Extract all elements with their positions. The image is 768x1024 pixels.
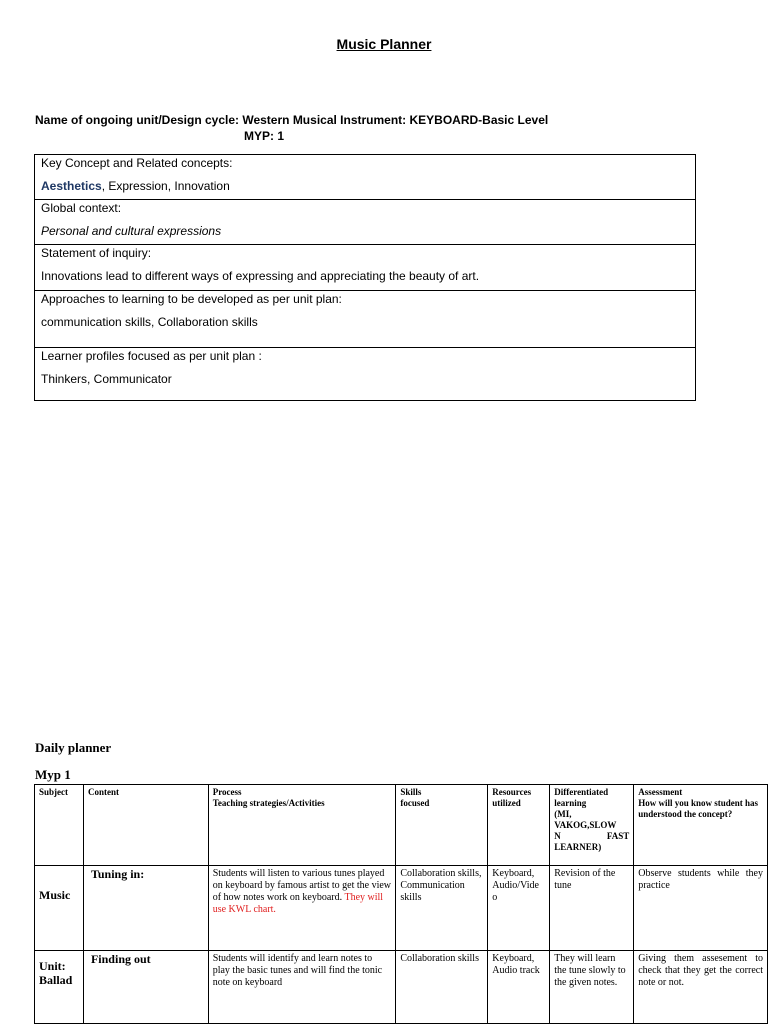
atl-cell <box>35 291 696 348</box>
header-diff-line4: VAKOG,SLOW <box>554 820 617 830</box>
header-subject: Subject <box>35 785 84 866</box>
myp-1-heading: Myp 1 <box>35 767 71 782</box>
table-row <box>35 951 768 1024</box>
header-process-line2: Teaching strategies/Activities <box>212 798 325 808</box>
header-resources <box>488 785 550 866</box>
header-process <box>208 785 396 866</box>
row2-differentiated: They will learn the tune slowly to the given notes. <box>550 951 634 1024</box>
learner-profile-label: Learner profiles focused as per unit plan : <box>41 349 262 363</box>
unit-summary-table <box>34 154 696 401</box>
global-context-row <box>35 200 696 245</box>
header-diff-line6: LEARNER) <box>554 842 602 852</box>
key-concept-cell <box>35 155 696 200</box>
header-assessment-line1: Assessment <box>638 787 683 797</box>
header-diff-line2: learning <box>554 798 587 808</box>
header-diff-line1: Differentiated <box>554 787 609 797</box>
inquiry-row <box>35 245 696 291</box>
process-kwl-note: They will use KWL chart. <box>212 892 384 915</box>
header-diff-line3: (MI, <box>554 809 572 819</box>
header-process-line1: Process <box>212 787 242 797</box>
related-concepts: , Expression, Innovation <box>101 179 230 193</box>
row1-content <box>83 866 208 951</box>
header-diff-n: N <box>554 831 561 841</box>
header-assessment <box>634 785 768 866</box>
daily-planner-table <box>34 784 768 1024</box>
header-skills-line1: Skills <box>400 787 422 797</box>
learner-profile-row <box>35 348 696 401</box>
row2-skills: Collaboration skills <box>396 951 488 1024</box>
row1-differentiated: Revision of the tune <box>550 866 634 951</box>
table-header-row <box>35 785 768 866</box>
inquiry-value: Innovations lead to different ways of expressing and appreciating the beauty of art. <box>41 269 480 283</box>
global-context-cell <box>35 200 696 245</box>
header-resources-line1: Resources <box>492 787 532 797</box>
row1-process <box>208 866 396 951</box>
atl-value: communication skills, Collaboration skills <box>41 315 258 329</box>
key-concept-aesthetics: Aesthetics <box>41 179 102 193</box>
global-context-value: Personal and cultural expressions <box>41 224 222 238</box>
daily-planner-heading: Daily planner <box>35 740 112 755</box>
content-tuning-in: Tuning in: <box>90 867 145 881</box>
table-row <box>35 866 768 951</box>
row2-content <box>83 951 208 1024</box>
row2-process: Students will identify and learn notes to play the basic tunes and will find the tonic note on keyboard <box>208 951 396 1024</box>
myp-level: MYP: 1 <box>244 129 285 143</box>
row1-resources: Keyboard, Audio/Vide o <box>488 866 550 951</box>
header-differentiated <box>550 785 634 866</box>
subject-music: Music <box>39 888 71 902</box>
atl-row <box>35 291 696 348</box>
header-skills-line2: focused <box>400 798 430 808</box>
row2-subject <box>35 951 84 1024</box>
header-diff-line5 <box>554 831 629 842</box>
subject-unit-ballad: Unit: Ballad <box>39 959 73 987</box>
row1-subject <box>35 866 84 951</box>
header-assessment-line2: How will you know student has understood the concept? <box>638 798 759 819</box>
key-concept-value <box>41 179 689 193</box>
header-diff-fast: FAST <box>606 831 630 841</box>
learner-profile-value: Thinkers, Communicator <box>41 372 172 386</box>
row2-assessment: Giving them assesement to check that they get the correct note or not. <box>634 951 768 1024</box>
global-context-label: Global context: <box>41 201 122 215</box>
header-content: Content <box>83 785 208 866</box>
document-title: Music Planner <box>336 36 432 52</box>
content-finding-out: Finding out <box>90 952 151 966</box>
row2-resources: Keyboard, Audio track <box>488 951 550 1024</box>
key-concept-row <box>35 155 696 200</box>
process-text: Students will listen to various tunes played on keyboard by famous artist to get the view of how notes work on keyboard. <box>212 868 392 903</box>
learner-profile-cell <box>35 348 696 401</box>
row1-skills: Collaboration skills, Communication skills <box>396 866 488 951</box>
atl-label: Approaches to learning to be developed as per unit plan: <box>41 292 342 306</box>
header-resources-line2: utilized <box>492 798 521 808</box>
header-skills <box>396 785 488 866</box>
inquiry-cell <box>35 245 696 291</box>
inquiry-label: Statement of inquiry: <box>41 246 152 260</box>
key-concept-label: Key Concept and Related concepts: <box>41 156 233 170</box>
unit-name-line: Name of ongoing unit/Design cycle: Western Musical Instrument: KEYBOARD-Basic Level <box>35 113 549 127</box>
row1-assessment: Observe students while they practice <box>634 866 768 951</box>
